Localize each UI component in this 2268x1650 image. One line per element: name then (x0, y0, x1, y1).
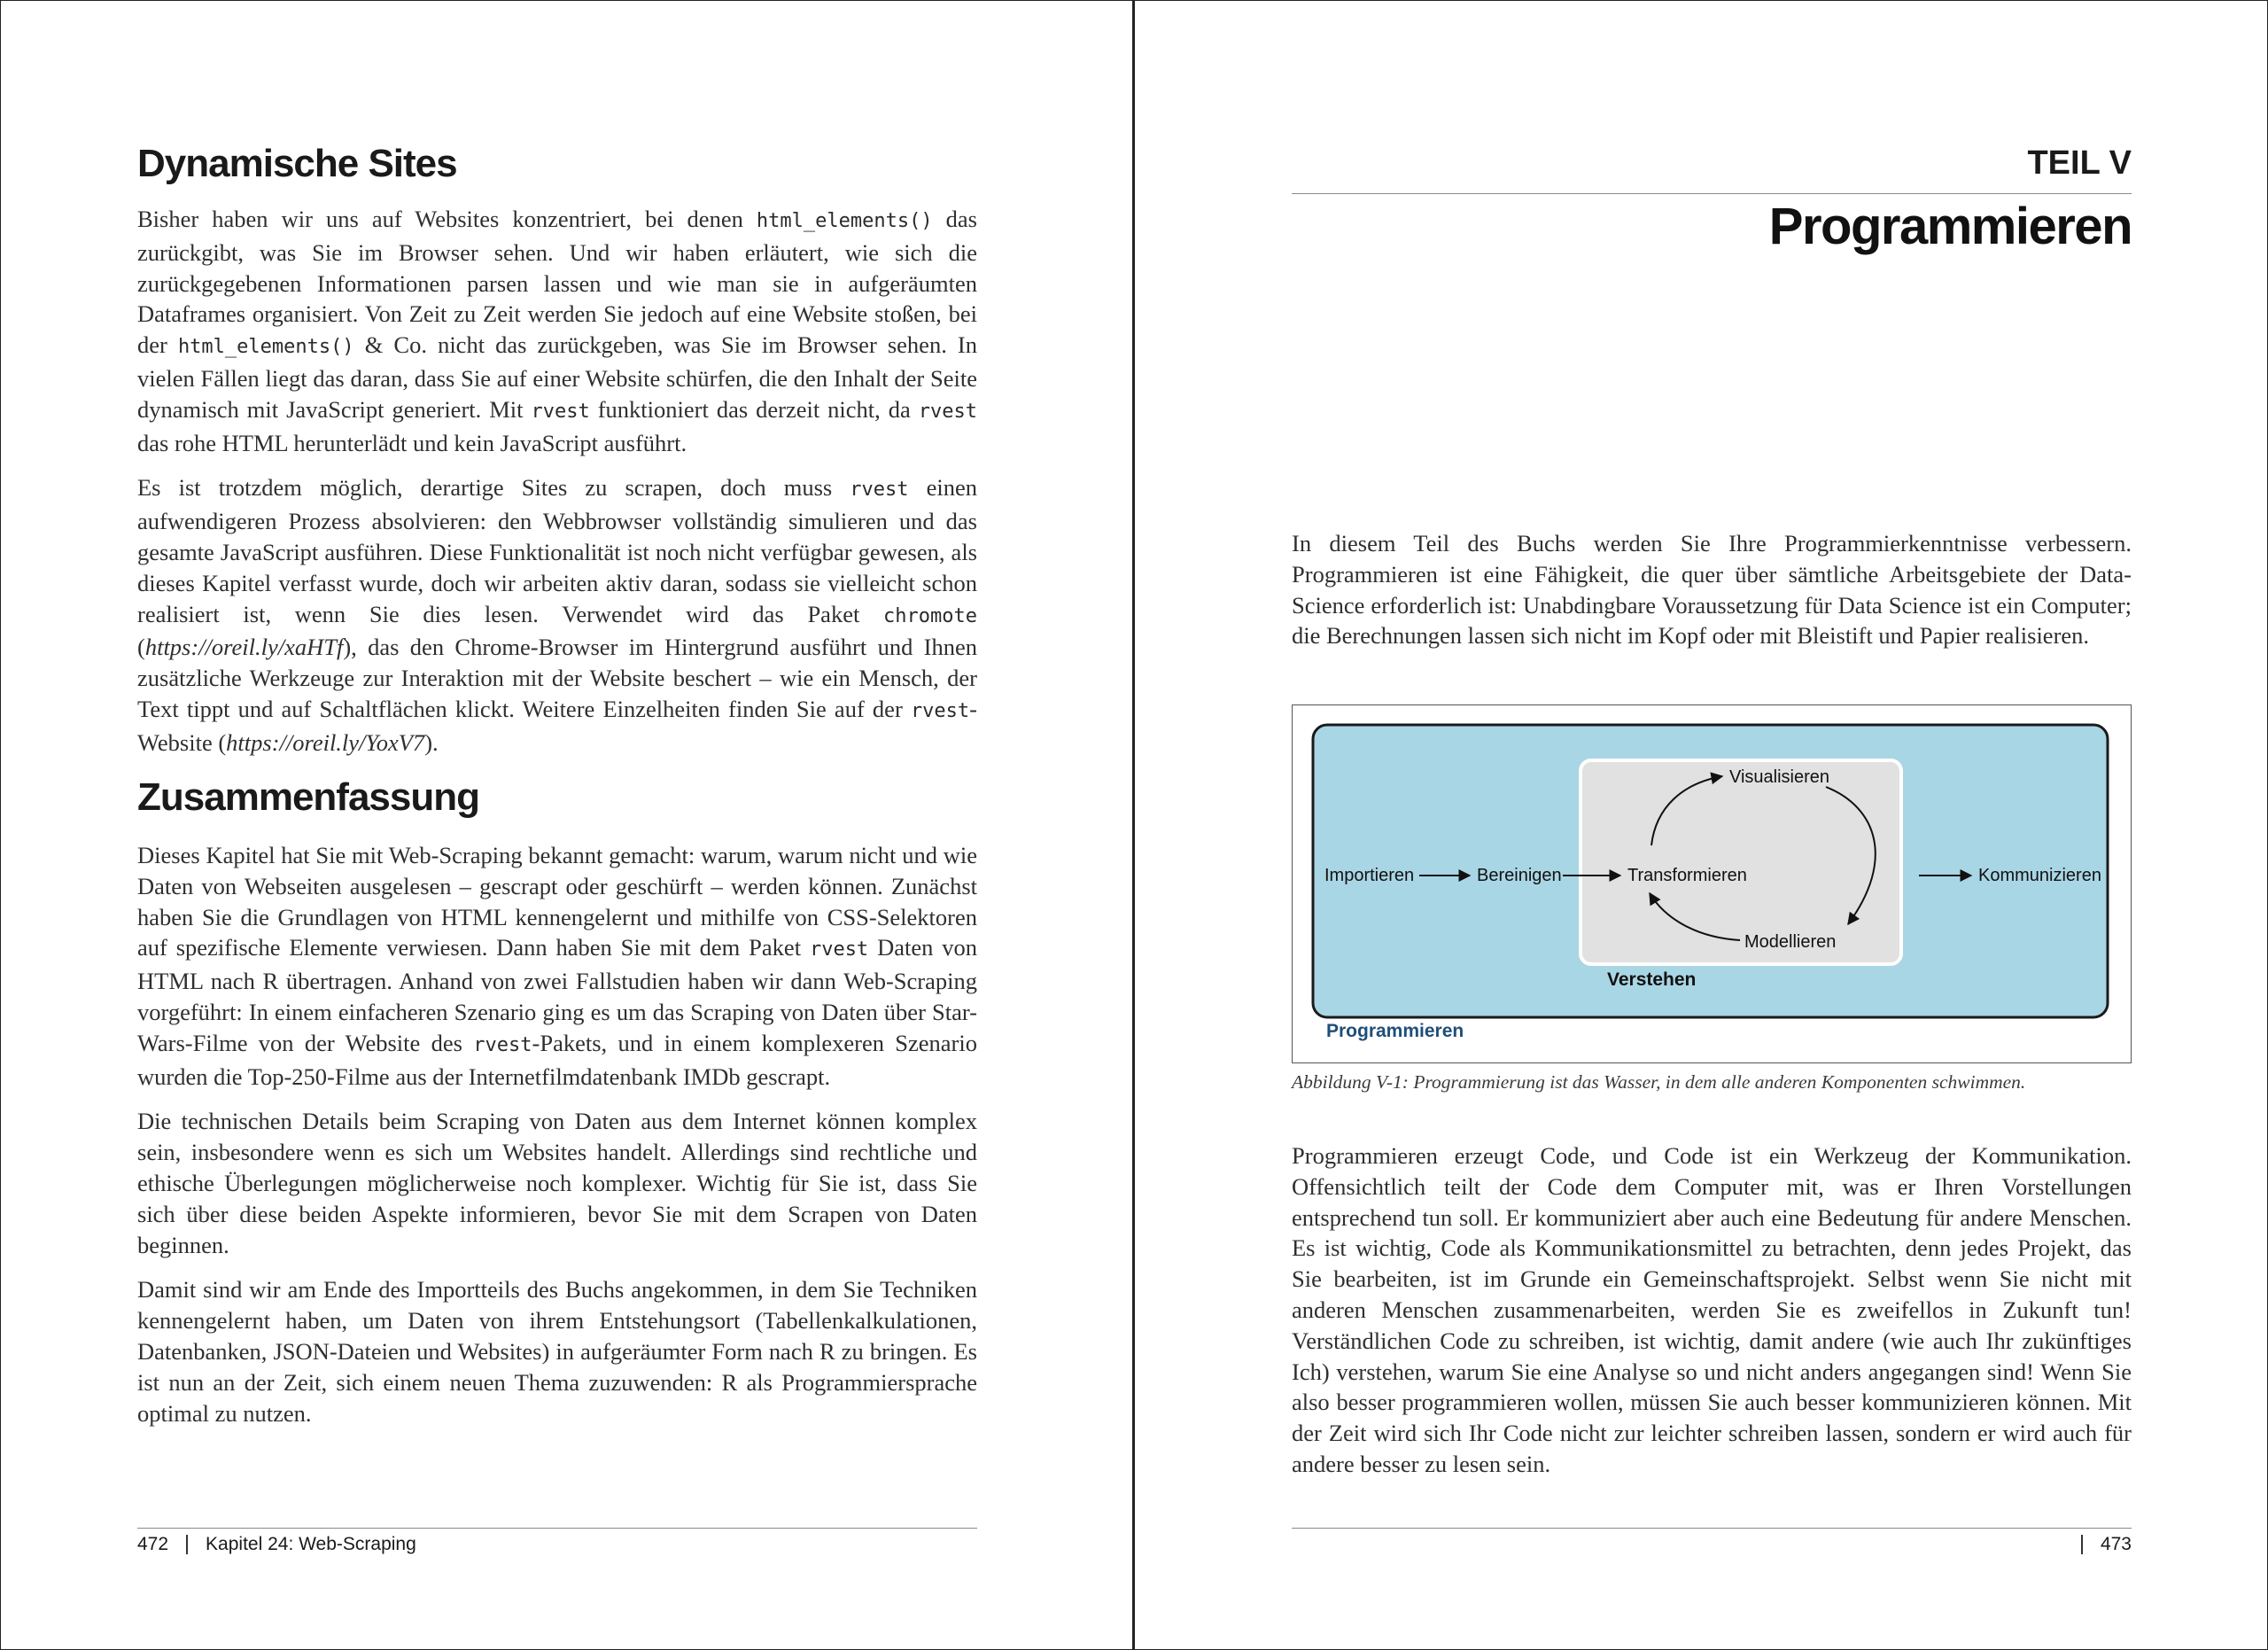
text-run: funktioniert das derzeit nicht, da (589, 395, 919, 423)
text-run: ( (137, 634, 145, 661)
running-chapter-title: Kapitel 24: Web-Scraping (206, 1534, 416, 1554)
part-body (1292, 1140, 2132, 1494)
page-number: 473 (2100, 1534, 2132, 1554)
paragraph: Die technischen Details beim Scraping von Daten aus dem Internet können komplex sein, insbesondere wenn es sich um Websites handelt. Allerdings sind rechtliche und ethische Überlegungen möglicherweise noch komplexer. Wichtig für Sie ist, dass Sie sich über diese beiden Aspekte informieren, bevor Sie mit dem Scrapen von Daten beginnen. (137, 1108, 977, 1258)
paragraph: Damit sind wir am Ende des Importteils des Buchs angekommen, in dem Sie Techniken kennengelernt haben, um Daten von ihrem Entstehungsort (Tabellenkalkulationen, Datenbanken, JSON-Dateien und Websites) in aufgeräumter Form nach R zu bringen. Es ist nun an der Zeit, sich einem neuen Thema zuzuwenden: R als Programmiersprache optimal zu nutzen. (137, 1276, 977, 1427)
inline-code: html_elements() (756, 210, 933, 232)
part-title: Programmieren (1768, 198, 2132, 255)
text-run: & Co. nicht das zurückgeben, was Sie im Browser sehen. In vielen Fällen liegt das daran, dass Sie auf einer Website schürfen, die den Inhalt der Seite dynamisch mit JavaScript generiert. Mit (137, 331, 977, 423)
inline-code: rvest (918, 400, 978, 423)
footer-separator (186, 1535, 188, 1554)
text-run: das zurückgibt, was Sie im Browser sehen. Und wir haben erläutert, wie sich die zurückgegebenen Informationen parsen lassen und wie man sie in aufgeräumten Dataframes organisiert. Von Zeit zu Zeit werden Sie jedoch auf eine Website stoßen, bei der (137, 206, 977, 359)
inline-code: rvest (809, 938, 869, 961)
paragraph: In diesem Teil des Buchs werden Sie Ihre Programmierkenntnisse verbessern. Programmieren ist eine Fähigkeit, die quer über sämtliche Arbeitsgebiete der Data-Science erforderlich ist: Unabdingbare Voraussetzung für Data Science ist ein Computer; die Berechnungen lassen sich nicht im Kopf oder mit Bleistift und Papier realisieren. (1292, 530, 2132, 650)
text-run: ), das den Chrome-Browser im Hintergrund ausführt und Ihnen zusätzliche Werkzeuge zur Interaktion mit der Website beschert – wie ein Mensch, der Text tippt und auf Schaltflächen klickt. Weitere Einzelheiten finden Sie auf der (137, 634, 977, 722)
section-body-zusammenfassung (137, 840, 977, 1443)
node-bereinigen: Bereinigen (1477, 866, 1562, 885)
url-link[interactable]: https://oreil.ly/xaHTf (144, 634, 344, 661)
node-kommunizieren: Kommunizieren (1978, 866, 2101, 885)
part-label: TEIL V (2027, 144, 2132, 182)
paragraph: Programmieren erzeugt Code, und Code ist ein Werkzeug der Kommunikation. Offensichtlich teilt der Code dem Computer mit, was er Ihren Vorstellungen entsprechend tun soll. Er kommuniziert aber auch eine Bedeutung für andere Menschen. Es ist wichtig, Code als Kommunikationsmittel zu betrachten, denn jedes Projekt, das Sie bearbeiten, ist im Grunde ein Gemeinschaftsprojekt. Selbst wenn Sie nicht mit anderen Menschen zusammenarbeiten, werden Sie es zweifellos in Zukunft tun! Verständlichen Code zu schreiben, ist wichtig, damit andere (wie auch Ihr zukünftiges Ich) verstehen, warum Sie eine Analyse so und nicht anders angegangen sind! Wenn Sie also besser programmieren wollen, müssen Sie auch besser kommunizieren können. Mit der Zeit wird sich Ihr Code nicht zur leichter schreiben lassen, sondern er wird auch für andere besser zu lesen sein. (1292, 1142, 2132, 1477)
text-run: Dieses Kapitel hat Sie mit Web-Scraping bekannt gemacht: warum, warum nicht und wie Daten von Webseiten ausgelesen – gescrapt oder geschürft – werden können. Zunächst haben Sie die Grundlagen von HTML kennengelernt und mithilfe von CSS-Selektoren auf spezifische Elemente verwiesen. Dann haben Sie mit dem Paket (137, 842, 977, 961)
label-verstehen: Verstehen (1607, 969, 1697, 990)
verstehen-area (1581, 760, 1901, 964)
page-footer (137, 1534, 416, 1555)
node-transformieren: Transformieren (1627, 866, 1747, 885)
inline-code: html_elements() (177, 336, 354, 359)
paragraph (137, 840, 977, 1092)
part-intro (1292, 528, 2132, 665)
footer-separator (2081, 1535, 2083, 1554)
text-run: Bisher haben wir uns auf Websites konzentriert, bei denen (137, 206, 757, 232)
text-run: Daten von HTML nach R übertragen. Anhand von zwei Fallstudien haben wir dann Web-Scraping vorgeführt: In einem einfacheren Szenario ging es um das Scraping von Daten über Star-Wars-Filme von der Website des (137, 934, 977, 1056)
figure-programming-diagram (1292, 704, 2132, 1063)
label-programmieren: Programmieren (1326, 1021, 1464, 1041)
footer-rule (1292, 1528, 2132, 1529)
page-number: 472 (137, 1534, 169, 1554)
node-importieren: Importieren (1324, 866, 1415, 885)
section-heading-zusammenfassung: Zusammenfassung (137, 775, 479, 819)
inline-code: rvest (473, 1033, 532, 1056)
inline-code: rvest (531, 400, 590, 423)
url-link[interactable]: https://oreil.ly/YoxV7 (226, 728, 425, 756)
text-run: ). (424, 728, 439, 756)
page-footer (2063, 1534, 2132, 1555)
section-heading-dynamische-sites: Dynamische Sites (137, 142, 457, 185)
text-run: -Pakets, und in einem komplexeren Szenario wurden die Top-250-Filme aus der Internetfilmdatenbank IMDb gescrapt. (137, 1029, 977, 1090)
footer-rule (137, 1528, 977, 1529)
text-run: einen aufwendigeren Prozess absolvieren: den Webbrowser vollständig simulieren und das gesamte JavaScript ausführen. Diese Funktionalität ist noch nicht verfügbar gewesen, als dieses Kapitel verfasst wurde, doch wir arbeiten aktiv daran, sodass sie vielleicht schon realisiert ist, wenn Sie dies lesen. Verwendet wird das Paket (137, 474, 977, 627)
node-visualisieren: Visualisieren (1729, 767, 1830, 787)
right-page (1292, 0, 2132, 1650)
text-run: Es ist trotzdem möglich, derartige Sites zu scrapen, doch muss (137, 474, 850, 502)
workflow-diagram (1293, 705, 2131, 1062)
part-rule (1292, 193, 2132, 194)
text-run: das rohe HTML herunterlädt und kein JavaScript ausführt. (137, 429, 687, 456)
paragraph (137, 204, 977, 458)
inline-code: rvest (910, 699, 970, 722)
node-modellieren: Modellieren (1744, 932, 1837, 952)
text-run: -Website ( (137, 695, 977, 756)
left-page (137, 0, 977, 1650)
figure-caption: Abbildung V-1: Programmierung ist das Wasser, in dem alle anderen Komponenten schwimmen. (1292, 1071, 2026, 1093)
book-spine (1132, 0, 1135, 1650)
paragraph (137, 472, 977, 758)
inline-code: chromote (883, 604, 977, 627)
section-body-dynamische-sites (137, 204, 977, 773)
inline-code: rvest (850, 479, 909, 502)
